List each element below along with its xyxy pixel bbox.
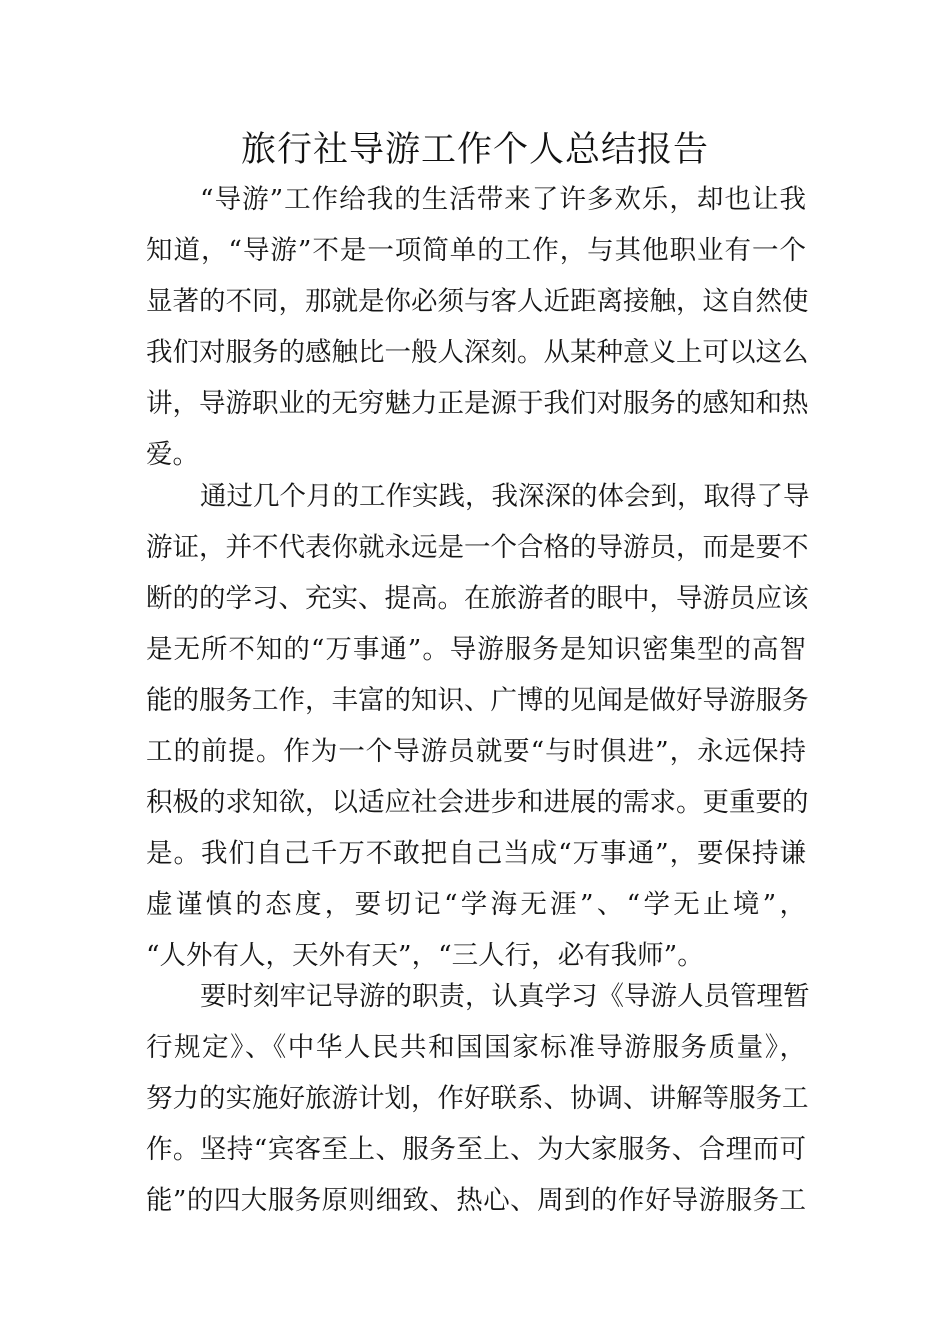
paragraph-line: 作。坚持“宾客至上、服务至上、为大家服务、合理而可	[146, 1134, 806, 1165]
paragraph-line: 讲，导游职业的无穷魅力正是源于我们对服务的感知和热	[146, 388, 809, 419]
paragraph-line: 虚谨慎的态度，要切记“学海无涯”、“学无止境”，	[146, 889, 806, 920]
paragraph-line: 行规定》、《中华人民共和国国家标准导游服务质量》，	[146, 1032, 806, 1063]
paragraph-line: 是无所不知的“万事通”。导游服务是知识密集型的高智	[146, 634, 806, 665]
paragraph-line: “人外有人，天外有天”，“三人行，必有我师”。	[146, 940, 704, 971]
paragraph-line: 断的的学习、充实、提高。在旅游者的眼中，导游员应该	[146, 583, 809, 614]
paragraph-line: “导游”工作给我的生活带来了许多欢乐，却也让我	[200, 184, 806, 215]
paragraph-line: 是。我们自己千万不敢把自己当成“万事通”，要保持谦	[146, 838, 806, 869]
paragraph-line: 能”的四大服务原则细致、热心、周到的作好导游服务工	[146, 1185, 806, 1216]
paragraph-line: 游证，并不代表你就永远是一个合格的导游员，而是要不	[146, 532, 809, 563]
paragraph-line: 积极的求知欲，以适应社会进步和进展的需求。更重要的	[146, 787, 809, 818]
paragraph-line: 工的前提。作为一个导游员就要“与时俱进”，永远保持	[146, 736, 806, 767]
paragraph-line: 知道，“导游”不是一项简单的工作，与其他职业有一个	[146, 235, 806, 266]
paragraph-line: 要时刻牢记导游的职责，认真学习《导游人员管理暂	[200, 981, 810, 1012]
paragraph-line: 显著的不同，那就是你必须与客人近距离接触，这自然使	[146, 286, 809, 317]
paragraph-line: 通过几个月的工作实践，我深深的体会到，取得了导	[200, 481, 810, 512]
document-title: 旅行社导游工作个人总结报告	[240, 130, 709, 170]
paragraph-line: 能的服务工作，丰富的知识、广博的见闻是做好导游服务	[146, 685, 809, 716]
paragraph-line: 我们对服务的感触比一般人深刻。从某种意义上可以这么	[146, 337, 809, 368]
paragraph-line: 爱。	[146, 439, 199, 470]
paragraph-line: 努力的实施好旅游计划，作好联系、协调、讲解等服务工	[146, 1083, 809, 1114]
